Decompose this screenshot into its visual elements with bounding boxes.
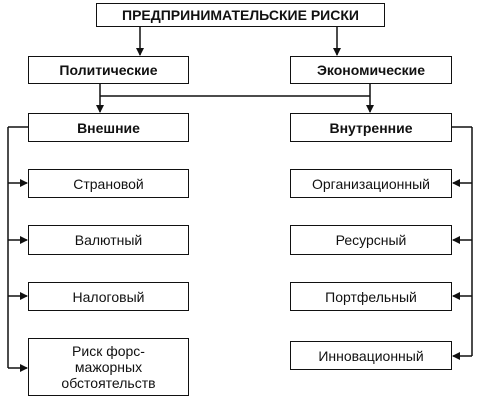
political-box: Политические [28, 56, 189, 84]
external-item-currency: Валютный [28, 225, 189, 255]
internal-item-innovation: Инновационный [290, 341, 452, 370]
root-box: ПРЕДПРИНИМАТЕЛЬСКИЕ РИСКИ [96, 3, 385, 27]
external-box: Внешние [28, 113, 189, 142]
internal-item-portfolio: Портфельный [290, 282, 452, 311]
external-item-tax: Налоговый [28, 282, 189, 311]
external-item-country: Страновой [28, 169, 189, 198]
external-item-force-majeure: Риск форс-мажорных обстоятельств [28, 338, 189, 396]
internal-item-resource: Ресурсный [290, 225, 452, 255]
internal-box: Внутренние [290, 113, 452, 142]
internal-item-organizational: Организационный [290, 169, 452, 198]
economic-box: Экономические [290, 56, 452, 84]
